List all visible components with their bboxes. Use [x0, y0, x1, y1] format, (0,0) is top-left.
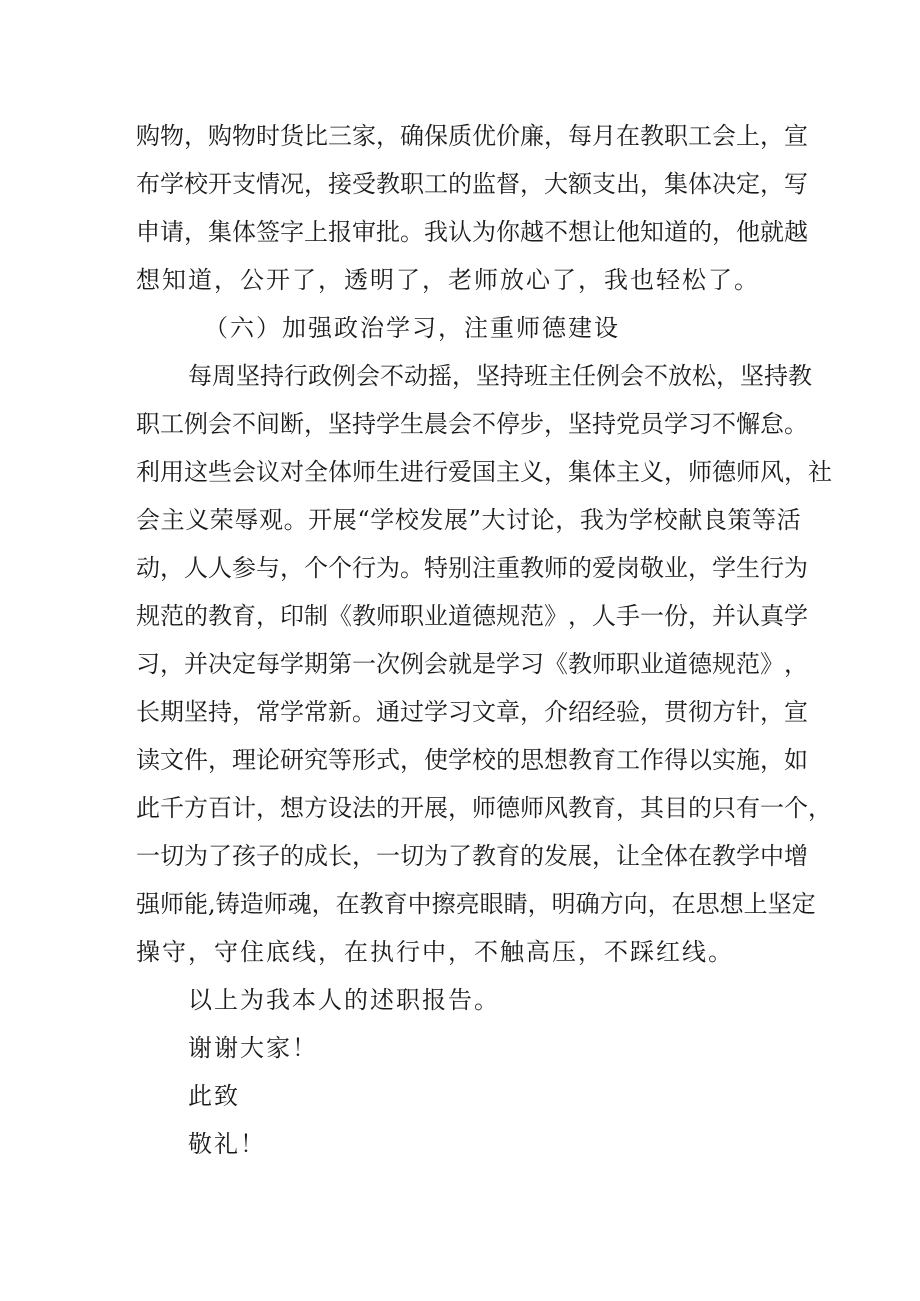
text-line: 操守，守住底线，在执行中，不触高压，不踩红线。 — [136, 938, 734, 966]
text-line: 强 师 能 , 铸 造 师 魂 ， 在 教 育 中 擦 亮 眼 睛 ， 明 确 方 向 ， 在 思 想 上 坚 定 — [136, 890, 816, 918]
text-line: 想知道，公开了，透明了，老师放心了，我也轻松了。 — [136, 266, 760, 294]
salutation-line-2: 敬礼！ — [188, 1130, 266, 1158]
section-heading: （六）加强政治学习，注重师德建设 — [204, 314, 620, 342]
text-line: 规 范 的 教 育 ， 印 制 《 教 师 职 业 道 德 规 范 》 ， 人 手 一 份 ， 并 认 真 学 — [136, 602, 808, 630]
salutation-line-1: 此致 — [188, 1082, 240, 1110]
text-line: 动 ， 人 人 参 与 ， 个 个 行 为 。 特 别 注 重 教 师 的 爱 岗 敬 业 ， 学 生 行 为 — [136, 554, 808, 582]
text-line: 购 物 ， 购 物 时 货 比 三 家 ， 确 保 质 优 价 廉 ， 每 月 在 教 职 工 会 上 ， 宣 — [136, 122, 808, 150]
document-body — [136, 112, 832, 1168]
closing-statement: 以上为我本人的述职报告。 — [188, 986, 500, 1014]
paragraph-2 — [136, 352, 832, 976]
text-line: 职 工 例 会 不 间 断 ， 坚 持 学 生 晨 会 不 停 步 ， 坚 持 党 员 学 习 不 懈 怠 。 — [136, 410, 808, 438]
text-line: 此 千 方 百 计 ， 想 方 设 法 的 开 展 ， 师 德 师 风 教 育 ， 其 目 的 只 有 一 个 ， — [136, 794, 832, 822]
text-line: 每 周 坚 持 行 政 例 会 不 动 摇 ， 坚 持 班 主 任 例 会 不 放 松 ， 坚 持 教 — [188, 362, 812, 390]
text-line: 布 学 校 开 支 情 况 ， 接 受 教 职 工 的 监 督 ， 大 额 支 出 ， 集 体 决 定 ， 写 — [136, 170, 808, 198]
text-line: 申 请 ， 集 体 签 字 上 报 审 批 。 我 认 为 你 越 不 想 让 他 知 道 的 ， 他 就 越 — [136, 218, 808, 246]
paragraph-1 — [136, 112, 808, 304]
text-line: 一 切 为 了 孩 子 的 成 长 ， 一 切 为 了 教 育 的 发 展 ， 让 全 体 在 教 学 中 增 — [136, 842, 808, 870]
thanks-line: 谢谢大家！ — [188, 1034, 318, 1062]
text-line: 习 ， 并 决 定 每 学 期 第 一 次 例 会 就 是 学 习 《 教 师 职 业 道 德 规 范 》 ， — [136, 650, 808, 678]
text-line: 读 文 件 ， 理 论 研 究 等 形 式 ， 使 学 校 的 思 想 教 育 工 作 得 以 实 施 ， 如 — [136, 746, 808, 774]
text-line: 利 用 这 些 会 议 对 全 体 师 生 进 行 爱 国 主 义 ， 集 体 主 义 ， 师 德 师 风 ， 社 — [136, 458, 832, 486]
text-line: 长 期 坚 持 ， 常 学 常 新 。 通 过 学 习 文 章 ， 介 绍 经 验 ， 贯 彻 方 针 ， 宣 — [136, 698, 808, 726]
text-line: 会 主 义 荣 辱 观 。 开 展 “ 学 校 发 展 ” 大 讨 论 ， 我 为 学 校 献 良 策 等 活 — [136, 506, 801, 534]
